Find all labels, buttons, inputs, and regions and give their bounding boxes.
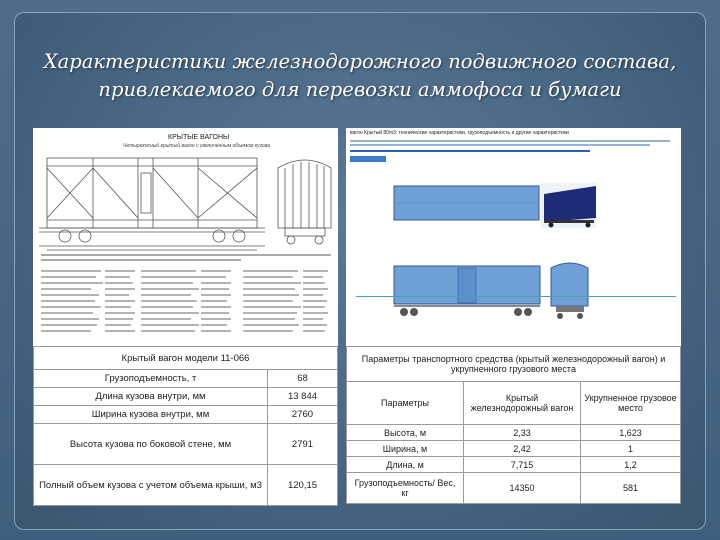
boxcar-images-svg bbox=[346, 128, 681, 346]
cargo-value: 1 bbox=[581, 441, 681, 457]
param-value: 68 bbox=[268, 370, 338, 388]
table-row bbox=[347, 425, 681, 441]
boxcar-technical-drawing bbox=[33, 128, 338, 346]
param-label: Высота, м bbox=[347, 425, 464, 441]
column-header: Укрупненное грузовое место bbox=[581, 382, 681, 425]
boxcar-model-table bbox=[33, 346, 338, 506]
spec-text-columns bbox=[41, 270, 328, 332]
boxcar-images-panel bbox=[346, 128, 681, 346]
wagon-value: 7,715 bbox=[464, 457, 581, 473]
param-label: Ширина кузова внутри, мм bbox=[34, 406, 268, 424]
param-value: 120,15 bbox=[268, 465, 338, 506]
param-value: 2760 bbox=[268, 406, 338, 424]
divider-line bbox=[356, 296, 676, 297]
drawing-caption-subtitle: Четырехосный крытый вагон с увеличенным объемом кузова bbox=[123, 143, 270, 149]
cargo-value: 1,2 bbox=[581, 457, 681, 473]
drawing-caption-title: КРЫТЫЕ ВАГОНЫ bbox=[168, 134, 230, 141]
cargo-value: 1,623 bbox=[581, 425, 681, 441]
wagon-value: 2,42 bbox=[464, 441, 581, 457]
table-row bbox=[34, 465, 338, 506]
wagon-value: 2,33 bbox=[464, 425, 581, 441]
param-label: Грузоподъемность/ Вес, кг bbox=[347, 473, 464, 504]
table-row bbox=[347, 457, 681, 473]
boxcar-end-view bbox=[278, 160, 331, 244]
param-label: Ширина, м bbox=[347, 441, 464, 457]
table-title-row bbox=[347, 347, 681, 382]
vehicle-cargo-table bbox=[346, 346, 681, 504]
table-title-row bbox=[34, 347, 338, 370]
boxcar-side-view bbox=[39, 158, 265, 250]
param-label: Высота кузова по боковой стене, мм bbox=[34, 424, 268, 465]
column-header: Крытый железнодорожный вагон bbox=[464, 382, 581, 425]
table-row bbox=[347, 441, 681, 457]
column-header: Параметры bbox=[347, 382, 464, 425]
table-title: Параметры транспортного средства (крытый железнодорожный вагон) и укрупненного грузового места bbox=[347, 347, 681, 382]
slide-title: Характеристики железнодорожного подвижного состава, привлекаемого для перевозки аммофоса и бумаги bbox=[43, 50, 677, 101]
boxcar-top-view bbox=[394, 186, 539, 220]
param-label: Полный объем кузова с учетом объема крыши, м3 bbox=[34, 465, 268, 506]
table-row bbox=[34, 424, 338, 465]
param-value: 13 844 bbox=[268, 388, 338, 406]
drawing-caption-lines bbox=[41, 254, 331, 261]
boxcar-photo bbox=[541, 183, 596, 228]
param-label: Длина кузова внутри, мм bbox=[34, 388, 268, 406]
table-row bbox=[34, 370, 338, 388]
table-row bbox=[34, 406, 338, 424]
table-row bbox=[34, 388, 338, 406]
web-page-heading: вагон Крытый 80m3: технические характеристики, грузоподъемность и другие характеристики bbox=[350, 130, 569, 136]
cargo-value: 581 bbox=[581, 473, 681, 504]
table-title: Крытый вагон модели 11-066 bbox=[34, 347, 338, 370]
table-row bbox=[347, 473, 681, 504]
boxcar-drawing-svg bbox=[33, 128, 338, 346]
web-text-lines bbox=[350, 140, 670, 146]
param-label: Грузоподъемность, т bbox=[34, 370, 268, 388]
table-header-row bbox=[347, 382, 681, 425]
param-value: 2791 bbox=[268, 424, 338, 465]
boxcar-side-drawing bbox=[394, 266, 540, 316]
wagon-value: 14350 bbox=[464, 473, 581, 504]
param-label: Длина, м bbox=[347, 457, 464, 473]
boxcar-end-drawing bbox=[551, 263, 588, 319]
